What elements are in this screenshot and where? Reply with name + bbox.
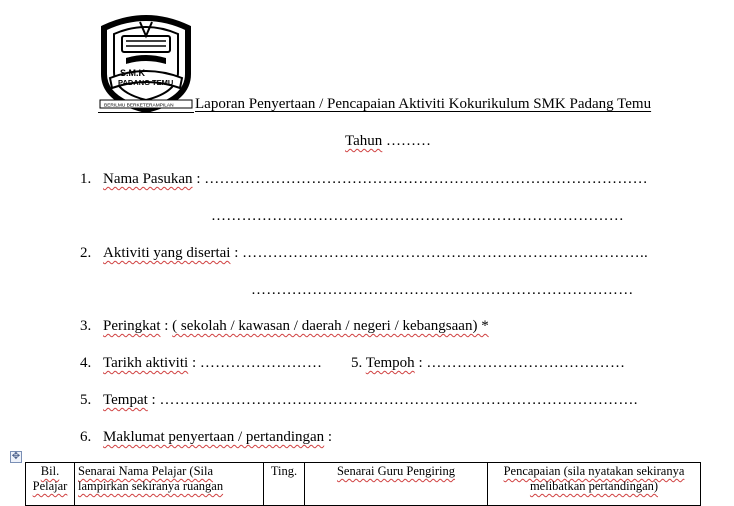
year-label: Tahun	[345, 133, 383, 149]
item-number: 5.	[351, 355, 363, 371]
item-number: 5.	[80, 392, 92, 408]
item-number: 6.	[80, 429, 92, 445]
fill-line[interactable]: ……………………	[199, 355, 323, 371]
year-line	[345, 133, 431, 150]
year-dots: ………	[386, 133, 432, 149]
form-item-activity: 2. Aktiviti yang disertai : ……………………………………………………………………..	[80, 245, 649, 261]
table-header-row	[26, 463, 701, 506]
table-move-handle-icon[interactable]: ✥	[11, 451, 21, 462]
header-achievement: Pencapaian (sila nyatakan sekiranya melibatkan pertandingan)	[488, 463, 701, 506]
header-student-names: Senarai Nama Pelajar (Sila lampirkan sekiranya ruangan	[75, 463, 264, 506]
fill-line-team-name-2[interactable]: ………………………………………………………………………	[211, 208, 625, 224]
item-label: Nama Pasukan	[103, 171, 193, 187]
fill-line[interactable]: ………………………………………………………………………………….	[159, 392, 638, 408]
fill-line[interactable]: ……………………………………………………………………………	[204, 171, 648, 187]
header-student-no: Bil. Pelajar	[26, 463, 75, 506]
item-label: Tarikh aktiviti	[103, 355, 189, 371]
form-item-venue: 5. Tempat : ………………………………………………………………………………….	[80, 392, 638, 408]
document-title: Laporan Penyertaan / Pencapaian Aktiviti Kokurikulum SMK Padang Temu	[195, 96, 652, 112]
item-number: 2.	[80, 245, 92, 261]
item-number: 1.	[80, 171, 92, 187]
participation-table	[25, 462, 701, 506]
header-form: Ting.	[264, 463, 305, 506]
item-label: Aktiviti yang disertai	[103, 245, 231, 261]
item-number: 3.	[80, 318, 92, 334]
form-item-level: 3. Peringkat : ( sekolah / kawasan / daerah / negeri / kebangsaan) *	[80, 318, 489, 334]
form-item-participation-info: 6. Maklumat penyertaan / pertandingan :	[80, 429, 333, 445]
item-label: Maklumat penyertaan / pertandingan	[103, 429, 325, 445]
item-label: Tempoh	[365, 355, 415, 371]
fill-line[interactable]: …………………………………	[426, 355, 626, 371]
logo-school-text: S.M.K	[120, 68, 146, 78]
item-label: Peringkat	[103, 318, 161, 334]
logo-underline	[98, 112, 194, 113]
logo-motto: BERILMU BERKETERAMPILAN	[104, 103, 174, 109]
form-item-date: 4. Tarikh aktiviti : ……………………	[80, 355, 323, 371]
fill-line-activity-2[interactable]: …………………………………………………………………	[251, 282, 634, 298]
item-label: Tempat	[103, 392, 148, 408]
form-item-team-name: 1. Nama Pasukan : ……………………………………………………………………………	[80, 171, 648, 187]
header-teachers: Senarai Guru Pengiring	[305, 463, 488, 506]
school-logo	[96, 14, 196, 112]
form-item-duration: 5. Tempoh : …………………………………	[351, 355, 626, 371]
fill-line[interactable]: ……………………………………………………………………..	[242, 245, 649, 261]
level-options[interactable]: ( sekolah / kawasan / daerah / negeri / kebangsaan) *	[172, 318, 489, 334]
item-number: 4.	[80, 355, 92, 371]
logo-banner-text: PADANG TEMU	[118, 78, 174, 87]
